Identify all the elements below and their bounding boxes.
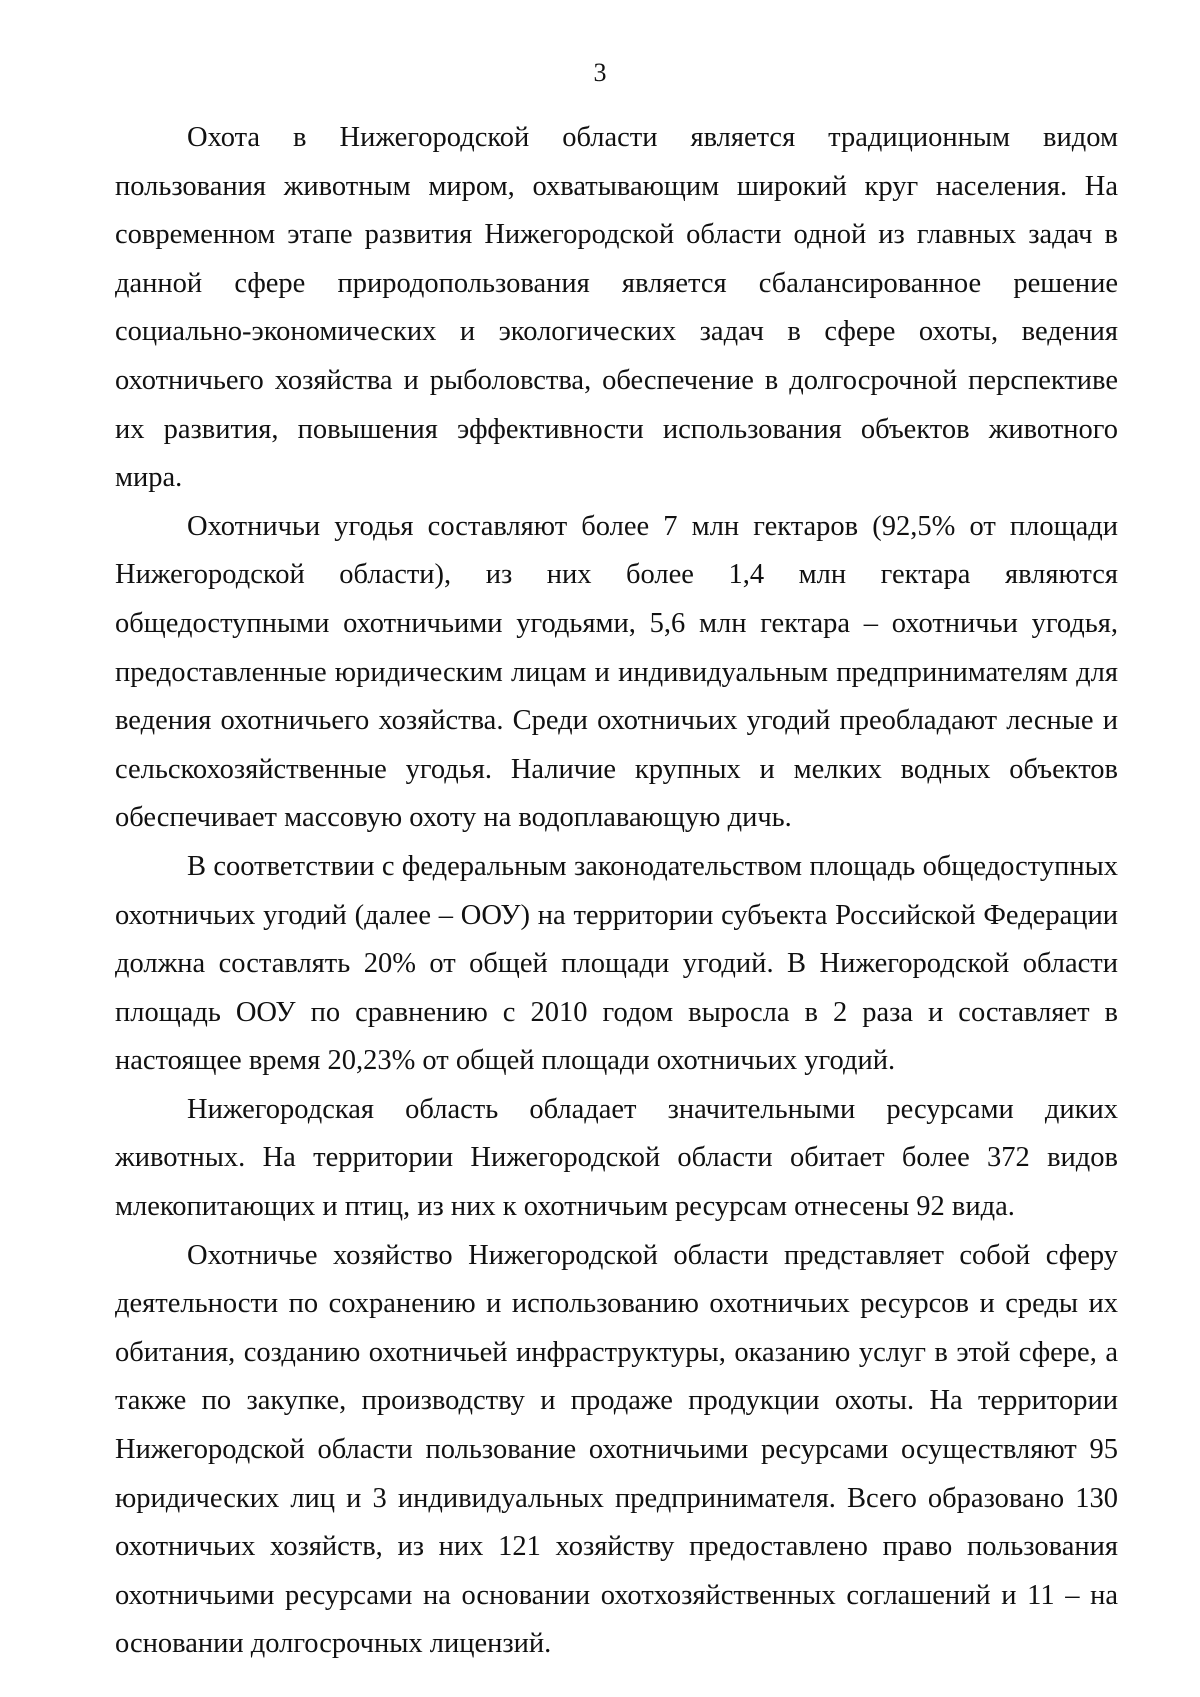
paragraph-hunting-grounds: Охотничьи угодья составляют более 7 млн гектаров (92,5% от площади Нижегородской области), из них более 1,4 млн гектара являются общедоступными охотничьими угодьями, 5,6 млн гектара – охотничьи угодья, предоставленные юридическим лицам и индивидуальным предпринимателям для ведения охотничьего хозяйства. Среди охотничьих угодий преобладают лесные и сельскохозяйственные угодья. Наличие крупных и мелких водных объектов обеспечивает массовую охоту на водоплавающую дичь.	[115, 510, 1118, 834]
page-number: 3	[593, 58, 607, 87]
paragraph-wildlife-resources: Нижегородская область обладает значительными ресурсами диких животных. На территории Нижегородской области обитает более 372 видов млекопитающих и птиц, из них к охотничьим ресурсам отнесены 92 вида.	[115, 1093, 1118, 1223]
document-body	[115, 114, 1118, 1669]
paragraph-public-grounds: В соответствии с федеральным законодательством площадь общедоступных охотничьих угодий (далее – ООУ) на территории субъекта Российской Федерации должна составлять 20% от общей площади угодий. В Нижегородской области площадь ООУ по сравнению с 2010 годом выросла в 2 раза и составляет в настоящее время 20,23% от общей площади охотничьих угодий.	[115, 850, 1118, 1077]
paragraph-hunting-tradition: Охота в Нижегородской области является традиционным видом пользования животным миром, охватывающим широкий круг населения. На современном этапе развития Нижегородской области одной из главных задач в данной сфере природопользования является сбалансированное решение социально-экономических и экологических задач в сфере охоты, ведения охотничьего хозяйства и рыболовства, обеспечение в долгосрочной перспективе их развития, повышения эффективности использования объектов животного мира.	[115, 122, 1118, 494]
paragraph-hunting-economy: Охотничье хозяйство Нижегородской области представляет собой сферу деятельности по сохранению и использованию охотничьих ресурсов и среды их обитания, созданию охотничьей инфраструктуры, оказанию услуг в этой сфере, а также по закупке, производству и продаже продукции охоты. На территории Нижегородской области пользование охотничьими ресурсами осуществляют 95 юридических лиц и 3 индивидуальных предпринимателя. Всего образовано 130 охотничьих хозяйств, из них 121 хозяйству предоставлено право пользования охотничьими ресурсами на основании охотхозяйственных соглашений и 11 – на основании долгосрочных лицензий.	[115, 1239, 1118, 1660]
